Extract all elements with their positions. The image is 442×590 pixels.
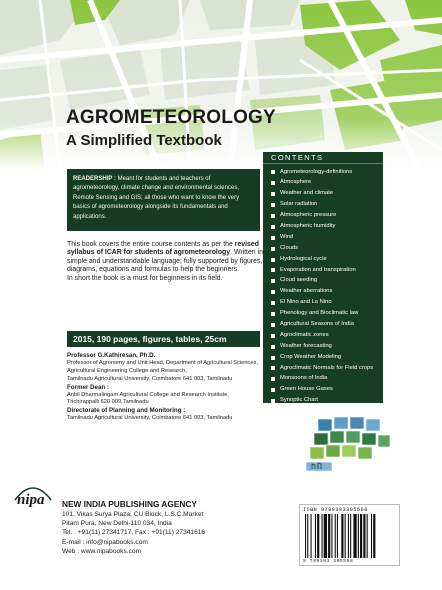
square-bullet-icon (271, 258, 275, 262)
contents-item: Weather aberrations (271, 287, 383, 298)
description-part3: In short the book is a must for beginners in its field. (67, 274, 223, 282)
former-dean-label: Former Dean : (67, 383, 109, 391)
readership-label: READERSHIP : (73, 176, 116, 182)
readership-box (67, 169, 260, 231)
author-position-2: Tamilnadu Agricultural University, Coimbatore 641 003, Tamilnadu (67, 375, 233, 382)
contents-item: Crop Weather Modeling (271, 352, 383, 363)
publisher-address-2: Pitam Pura, New Delhi-110 034, India (62, 520, 172, 528)
author-info (67, 352, 267, 423)
contents-item: Atmospheric pressure (271, 211, 383, 222)
book-subtitle: A Simplified Textbook (66, 132, 222, 149)
square-bullet-icon (271, 181, 275, 185)
publisher-web: Web : www.nipabooks.com (62, 547, 142, 555)
square-bullet-icon (271, 279, 275, 283)
contents-item: Monsoons of India (271, 374, 383, 385)
square-bullet-icon (271, 203, 275, 207)
contents-item: Agrometeorology-definitions (271, 167, 383, 178)
photo-cubes-illustration (304, 413, 392, 473)
publisher-phone: Tel. : +91(11) 27341717, Fax : +91(11) 27341616 (62, 529, 206, 537)
directorate-line: Tamilnadu Agricultural University, Coimbatore 641 003, Tamilnadu (67, 415, 233, 422)
square-bullet-icon (271, 366, 275, 370)
description-part2: . Written in simple and understandable language; fully supported by figures, diagrams, equations and formulas to help the beginners. (67, 249, 263, 274)
contents-panel (263, 152, 383, 403)
isbn-label: ISBN 9789383305568 (303, 507, 368, 513)
publisher-email: E-mail : info@nipabooks.com (62, 538, 148, 546)
contents-item: Synoptic Chart (271, 396, 383, 407)
square-bullet-icon (271, 268, 275, 272)
contents-item: Solar radiation (271, 200, 383, 211)
author-position-1: Professor of Agronomy and Unit Head, Department of Agricultural Sciences, Agricultural Engineering College and Research, (67, 359, 258, 374)
square-bullet-icon (271, 301, 275, 305)
readership-text: Meant for students and teachers of agrometeorology, climate change and environmental sciences, Remote Sensing and GIS; all those who want to know the very basics of agrometeorology alongside its fundamentals and applications. (73, 176, 240, 220)
former-dean-line-1: Anbil Dharmalingam Agricultural College and Research Institute, (67, 391, 229, 398)
contents-item: Evaporation and transpiration (271, 265, 383, 276)
contents-item: Weather and climate (271, 189, 383, 200)
author-name: Professor G.Kathiresan, Ph.D. (67, 352, 156, 359)
svg-text:nipa: nipa (17, 492, 45, 508)
barcode-digits: 9 789383 305568 (303, 559, 354, 564)
square-bullet-icon (271, 388, 275, 392)
directorate-label: Directorate of Planning and Monitoring : (67, 407, 186, 415)
contents-item: Cloud seeding (271, 276, 383, 287)
contents-item: El Nino and La Nino (271, 298, 383, 309)
contents-item: Atmosphere (271, 178, 383, 189)
book-description (67, 241, 265, 283)
contents-item: Weather forecasting (271, 341, 383, 352)
contents-item: Atmospheric humidity (271, 221, 383, 232)
publisher-info (62, 498, 292, 556)
nipa-logo-icon (11, 482, 55, 508)
contents-item: Agricultural Seasons of India (271, 319, 383, 330)
publisher-address-1: 101, Vikas Surya Plaza, CU Block, L.S.C.Market (62, 511, 204, 518)
book-title: AGROMETEOROLOGY (66, 107, 276, 128)
description-part1: This book covers the entire course contents as per the (67, 241, 235, 248)
square-bullet-icon (271, 399, 275, 403)
square-bullet-icon (271, 345, 275, 349)
square-bullet-icon (271, 312, 275, 316)
square-bullet-icon (271, 290, 275, 294)
square-bullet-icon (271, 356, 275, 360)
square-bullet-icon (271, 377, 275, 381)
square-bullet-icon (271, 247, 275, 251)
publisher-name: NEW INDIA PUBLISHING AGENCY (62, 499, 197, 509)
square-bullet-icon (271, 323, 275, 327)
description-bold: revised syllabus of ICAR for students of agrometeorology (67, 241, 259, 257)
contents-item: Green House Gases (271, 385, 383, 396)
square-bullet-icon (271, 214, 275, 218)
contents-item: Agroclimatic zones (271, 330, 383, 341)
contents-item: Wind (271, 232, 383, 243)
contents-item: Hydrological cycle (271, 254, 383, 265)
barcode-bars (305, 514, 396, 558)
title-block (66, 107, 276, 149)
square-bullet-icon (271, 236, 275, 240)
contents-item: Clouds (271, 243, 383, 254)
contents-item: Agroclimatic Normals for Field crops (271, 363, 383, 374)
contents-item: Phenology and Bioclimatic law (271, 309, 383, 320)
former-dean-line-2: Trichirappalli 620 009,Tamilnadu (67, 399, 149, 406)
square-bullet-icon (271, 225, 275, 229)
square-bullet-icon (271, 192, 275, 196)
contents-heading: CONTENTS (263, 152, 383, 164)
square-bullet-icon (271, 334, 275, 338)
specs-bar: 2015, 190 pages, figures, tables, 25cm (67, 331, 260, 347)
square-bullet-icon (271, 170, 275, 174)
contents-list (263, 164, 383, 407)
isbn-barcode (299, 504, 400, 566)
